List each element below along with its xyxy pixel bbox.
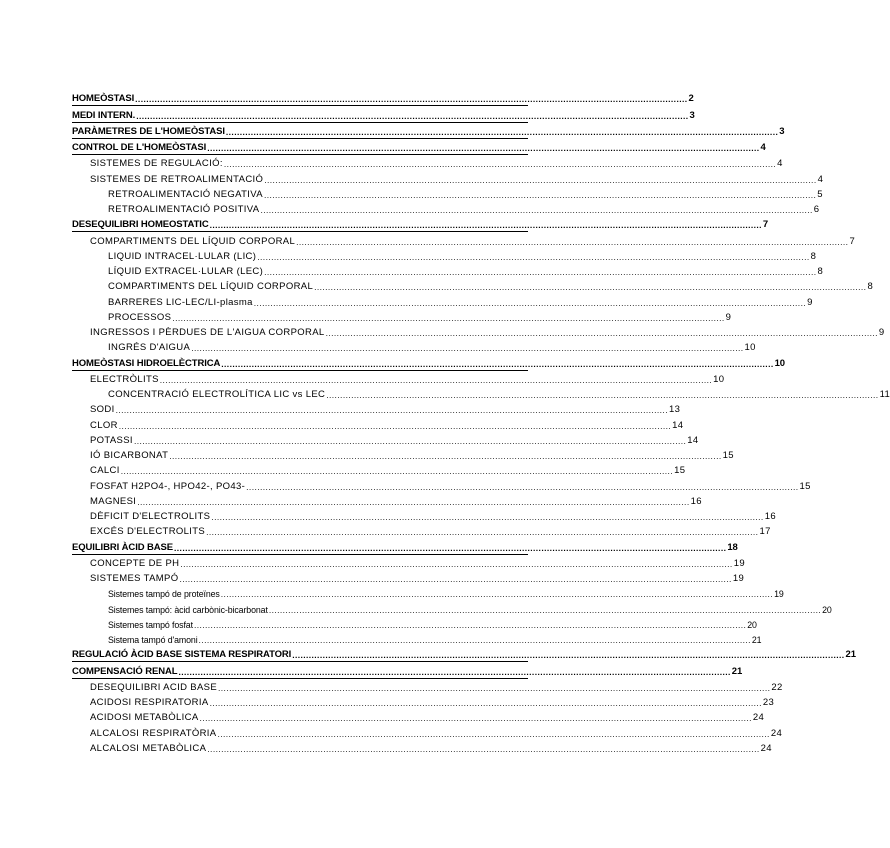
toc-entry[interactable] xyxy=(72,585,784,600)
toc-entry-title: ALCALOSI METABÒLICA xyxy=(90,742,207,754)
dot-leader: ........................................................................................................................................................................................................ xyxy=(211,512,764,522)
toc-entry-page: 19 xyxy=(733,557,745,569)
dot-leader: ........................................................................................................................................................................................................ xyxy=(169,451,722,461)
toc-entry[interactable] xyxy=(72,170,824,185)
dot-leader: ........................................................................................................................................................................................................ xyxy=(268,604,822,615)
toc-entry-title: SODI xyxy=(90,404,115,416)
dot-leader: ........................................................................................................................................................................................................ xyxy=(209,220,762,231)
toc-entry[interactable] xyxy=(72,309,732,324)
toc-entry-title: HOMEÒSTASI HIDROELÈCTRICA xyxy=(72,357,221,369)
toc-entry-page: 8 xyxy=(810,250,817,262)
toc-entry[interactable] xyxy=(72,248,817,263)
toc-entry[interactable] xyxy=(72,555,745,570)
toc-entry-title: CALCI xyxy=(90,465,120,477)
toc-entry[interactable] xyxy=(72,324,885,339)
toc-entry-page: 22 xyxy=(771,681,783,693)
toc-entry-page: 19 xyxy=(774,589,784,600)
toc-entry[interactable] xyxy=(72,401,681,416)
toc-entry[interactable] xyxy=(72,679,783,694)
toc-entry-page: 20 xyxy=(822,604,832,615)
toc-entry-title: Sistemes tampó de proteïnes xyxy=(108,589,220,600)
toc-entry-title: SISTEMES DE REGULACIÓ: xyxy=(90,158,223,170)
toc-entry[interactable] xyxy=(72,477,811,492)
toc-entry-page: 23 xyxy=(762,697,775,708)
toc-entry-title: ALCALOSI RESPIRATÒRIA xyxy=(90,727,217,739)
dot-leader: ........................................................................................................................................................................................................ xyxy=(209,698,762,708)
dot-leader: ........................................................................................................................................................................................................ xyxy=(207,143,760,153)
toc-entry-title: DESEQUILIBRI HOMEOSTATIC xyxy=(72,219,209,231)
toc-entry[interactable] xyxy=(72,493,702,508)
toc-entry[interactable] xyxy=(72,724,783,739)
toc-entry-page: 4 xyxy=(777,158,783,170)
toc-entry[interactable] xyxy=(72,263,824,278)
toc-entry-title: CLOR xyxy=(90,419,118,431)
toc-entry[interactable] xyxy=(72,709,765,724)
toc-entry-title: Sistemes tampó fosfat xyxy=(108,619,193,630)
toc-entry-page: 14 xyxy=(672,419,684,431)
dot-leader: ........................................................................................................................................................................................................ xyxy=(220,589,774,600)
toc-entry-page: 15 xyxy=(799,480,811,492)
toc-entry[interactable] xyxy=(72,186,823,201)
toc-entry-title: INGRÉS D'AIGUA xyxy=(108,342,191,354)
toc-entry-title: EXCÉS D'ELECTROLITS xyxy=(90,526,206,538)
dot-leader: ........................................................................................................................................................................................................ xyxy=(174,542,727,553)
dot-leader: ........................................................................................................................................................................................................ xyxy=(223,159,777,170)
toc-entry-title: REGULACIÓ ÀCID BASE SISTEMA RESPIRATORI xyxy=(72,649,292,661)
dot-leader: ........................................................................................................................................................................................................ xyxy=(221,358,774,369)
toc-entry[interactable] xyxy=(72,616,757,631)
toc-entry-page: 10 xyxy=(774,357,785,369)
toc-entry-title: ACIDOSI METABÒLICA xyxy=(90,712,199,724)
dot-leader: ........................................................................................................................................................................................................ xyxy=(120,466,674,477)
toc-entry[interactable] xyxy=(72,646,856,662)
toc-entry[interactable] xyxy=(72,339,756,354)
dot-leader: ........................................................................................................................................................................................................ xyxy=(115,405,668,416)
toc-entry-page: 20 xyxy=(747,619,757,630)
toc-entry-title: ACIDOSI RESPIRATORIA xyxy=(90,697,209,708)
toc-entry-page: 13 xyxy=(668,404,681,416)
toc-entry-title: CONTROL DE L'HOMEÒSTASI xyxy=(72,142,207,153)
toc-entry-title: RETROALIMENTACIÓ POSITIVA xyxy=(108,204,260,215)
dot-leader: ........................................................................................................................................................................................................ xyxy=(296,236,849,247)
dot-leader: ........................................................................................................................................................................................................ xyxy=(135,94,688,105)
dot-leader: ........................................................................................................................................................................................................ xyxy=(136,110,689,121)
toc-entry[interactable] xyxy=(72,740,772,755)
dot-leader: ........................................................................................................................................................................................................ xyxy=(292,650,845,661)
dot-leader: ........................................................................................................................................................................................................ xyxy=(137,496,690,507)
dot-leader: ........................................................................................................................................................................................................ xyxy=(178,666,731,677)
toc-entry-title: PROCESSOS xyxy=(108,311,172,323)
toc-entry-page: 24 xyxy=(752,712,765,724)
toc-entry[interactable] xyxy=(72,631,762,646)
toc-entry-title: FOSFAT H2PO4-, HPO42-, PO43- xyxy=(90,480,246,492)
toc-entry-page: 14 xyxy=(687,434,699,446)
dot-leader: ........................................................................................................................................................................................................ xyxy=(225,126,779,137)
dot-leader: ........................................................................................................................................................................................................ xyxy=(325,328,878,338)
dot-leader: ........................................................................................................................................................................................................ xyxy=(191,343,744,354)
toc-entry[interactable] xyxy=(72,447,734,462)
toc-entry[interactable] xyxy=(72,371,725,386)
toc-entry-title: SISTEMES TAMPÓ xyxy=(90,573,179,584)
toc-entry[interactable] xyxy=(72,538,738,554)
toc-entry[interactable] xyxy=(72,106,695,122)
toc-entry[interactable] xyxy=(72,278,874,293)
toc-entry-page: 15 xyxy=(674,465,686,477)
dot-leader: ........................................................................................................................................................................................................ xyxy=(264,174,817,185)
toc-entry-page: 24 xyxy=(770,727,783,739)
toc-entry[interactable] xyxy=(72,354,785,370)
dot-leader: ........................................................................................................................................................................................................ xyxy=(172,312,725,323)
dot-leader: ........................................................................................................................................................................................................ xyxy=(179,574,732,584)
toc-entry-title: PARÀMETRES DE L'HOMEÒSTASI xyxy=(72,125,225,137)
toc-entry-page: 19 xyxy=(732,573,745,584)
dot-leader: ........................................................................................................................................................................................................ xyxy=(246,481,799,492)
toc-entry-page: 7 xyxy=(849,235,856,247)
toc-entry-page: 4 xyxy=(817,173,824,185)
toc-entry-page: 8 xyxy=(817,266,824,277)
toc-entry-page: 17 xyxy=(759,526,771,538)
toc-entry-title: LIQUID INTRACEL·LULAR (LIC) xyxy=(108,250,257,262)
dot-leader: ........................................................................................................................................................................................................ xyxy=(159,374,713,385)
toc-entry-page: 11 xyxy=(879,389,890,400)
toc-entry-title: IÓ BICARBONAT xyxy=(90,450,169,461)
toc-entry-page: 5 xyxy=(817,188,823,200)
toc-entry-page: 21 xyxy=(751,635,762,645)
toc-entry-title: MEDI INTERN. xyxy=(72,109,136,121)
toc-entry-page: 7 xyxy=(762,219,769,231)
toc-entry[interactable] xyxy=(72,694,775,709)
toc-entry-title: COMPARTIMENTS DEL LÍQUID CORPORAL xyxy=(108,281,314,293)
toc-entry-title: LÍQUID EXTRACEL·LULAR (LEC) xyxy=(108,266,264,277)
table-of-contents xyxy=(72,90,890,755)
dot-leader: ........................................................................................................................................................................................................ xyxy=(180,558,733,569)
toc-entry[interactable] xyxy=(72,600,832,615)
dot-leader: ........................................................................................................................................................................................................ xyxy=(206,527,759,538)
dot-leader: ........................................................................................................................................................................................................ xyxy=(260,205,813,215)
dot-leader: ........................................................................................................................................................................................................ xyxy=(326,390,879,400)
toc-entry-title: POTASSI xyxy=(90,434,133,446)
toc-entry-title: DESEQUILIBRI ACID BASE xyxy=(90,681,218,693)
toc-entry-title: BARRERES LIC-LEC/LI-plasma xyxy=(108,296,253,308)
dot-leader: ........................................................................................................................................................................................................ xyxy=(263,189,817,200)
dot-leader: ........................................................................................................................................................................................................ xyxy=(314,282,867,293)
dot-leader: ........................................................................................................................................................................................................ xyxy=(118,420,672,431)
toc-entry-page: 21 xyxy=(845,649,856,661)
toc-entry-title: EQUILIBRI ÀCID BASE xyxy=(72,541,174,553)
toc-entry-page: 6 xyxy=(813,204,820,215)
toc-entry-title: SISTEMES DE RETROALIMENTACIÓ xyxy=(90,173,264,185)
toc-entry[interactable] xyxy=(72,416,684,431)
toc-entry[interactable] xyxy=(72,90,694,106)
toc-entry-page: 15 xyxy=(722,450,734,461)
dot-leader: ........................................................................................................................................................................................................ xyxy=(133,435,687,446)
toc-entry[interactable] xyxy=(72,386,890,401)
dot-leader: ........................................................................................................................................................................................................ xyxy=(264,267,817,277)
toc-entry-title: COMPARTIMENTS DEL LÍQUID CORPORAL xyxy=(90,235,296,247)
toc-entry-page: 10 xyxy=(744,342,756,354)
toc-entry[interactable] xyxy=(72,293,813,308)
toc-entry-title: CONCEPTE DE PH xyxy=(90,557,180,569)
dot-leader: ........................................................................................................................................................................................................ xyxy=(193,619,747,630)
toc-entry-title: MAGNESI xyxy=(90,495,137,507)
toc-entry[interactable] xyxy=(72,216,769,232)
dot-leader: ........................................................................................................................................................................................................ xyxy=(217,728,770,739)
toc-entry-title: Sistemes tampó: àcid carbònic-bicarbonat xyxy=(108,604,268,615)
toc-entry-page: 24 xyxy=(760,742,772,754)
toc-entry-page: 4 xyxy=(760,142,766,153)
toc-entry[interactable] xyxy=(72,201,820,216)
toc-entry-page: 3 xyxy=(689,109,695,121)
toc-entry[interactable] xyxy=(72,432,699,447)
toc-entry-title: DÈFICIT D'ELECTROLITS xyxy=(90,511,211,522)
toc-entry[interactable] xyxy=(72,232,856,247)
toc-entry-page: 8 xyxy=(867,281,874,293)
toc-entry[interactable] xyxy=(72,508,776,523)
toc-entry-page: 16 xyxy=(690,495,702,507)
toc-entry-title: ELECTRÒLITS xyxy=(90,373,159,385)
toc-entry-page: 9 xyxy=(725,311,732,323)
dot-leader: ........................................................................................................................................................................................................ xyxy=(218,682,771,693)
toc-entry[interactable] xyxy=(72,462,686,477)
dot-leader: ........................................................................................................................................................................................................ xyxy=(207,743,760,754)
toc-entry-page: 18 xyxy=(727,541,738,553)
toc-entry[interactable] xyxy=(72,570,745,585)
toc-entry[interactable] xyxy=(72,155,783,170)
dot-leader: ........................................................................................................................................................................................................ xyxy=(198,635,751,645)
toc-entry-title: CONCENTRACIÓ ELECTROLÍTICA LIC vs LEC xyxy=(108,389,326,400)
toc-entry-page: 10 xyxy=(713,373,725,385)
toc-entry-title: INGRESSOS I PÈRDUES DE L'AIGUA CORPORAL xyxy=(90,327,325,338)
toc-entry[interactable] xyxy=(72,662,743,678)
toc-entry[interactable] xyxy=(72,139,766,155)
toc-entry-page: 9 xyxy=(807,296,813,308)
toc-entry-page: 3 xyxy=(779,125,785,137)
toc-entry-title: RETROALIMENTACIÓ NEGATIVA xyxy=(108,188,263,200)
toc-entry-title: HOMEÒSTASI xyxy=(72,93,135,105)
dot-leader: ........................................................................................................................................................................................................ xyxy=(253,297,807,308)
toc-entry-page: 16 xyxy=(764,511,776,522)
toc-entry-page: 21 xyxy=(731,665,743,677)
dot-leader: ........................................................................................................................................................................................................ xyxy=(257,251,810,262)
toc-entry[interactable] xyxy=(72,123,785,139)
toc-entry-title: COMPENSACIÓ RENAL xyxy=(72,665,178,677)
toc-entry-page: 9 xyxy=(878,327,885,338)
toc-entry[interactable] xyxy=(72,523,771,538)
toc-entry-page: 2 xyxy=(688,93,694,105)
toc-entry-title: Sistema tampó d'amoni xyxy=(108,635,198,645)
dot-leader: ........................................................................................................................................................................................................ xyxy=(199,713,752,724)
